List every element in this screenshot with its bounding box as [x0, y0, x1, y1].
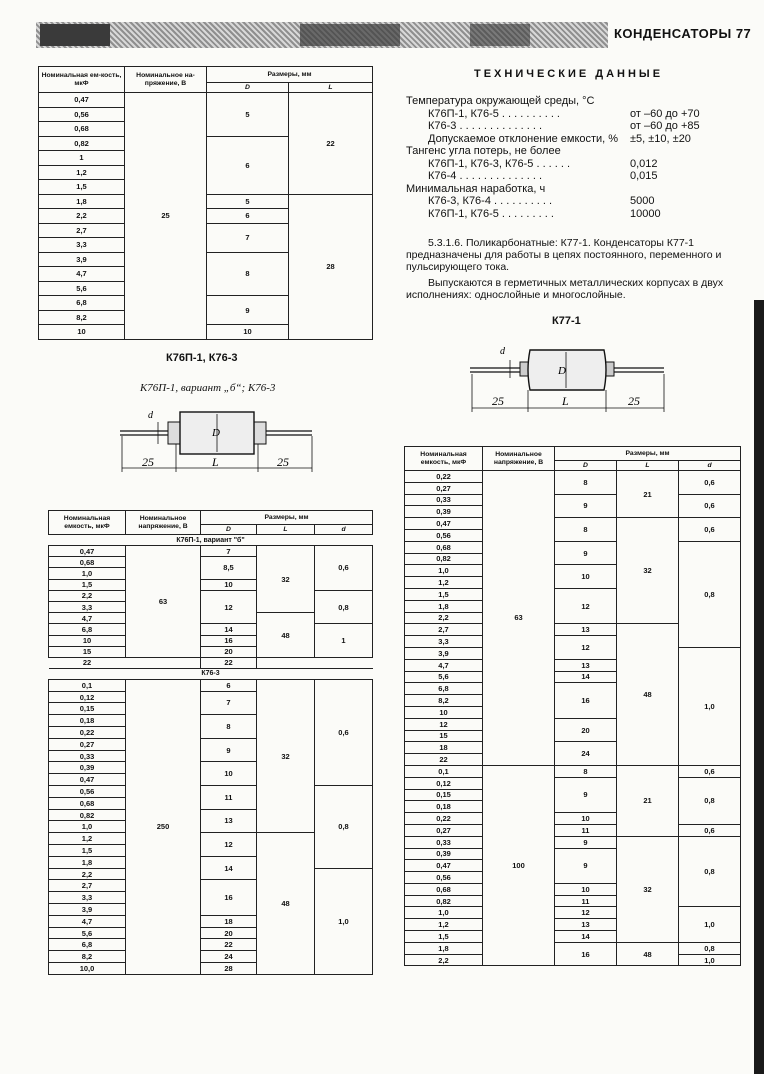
capacity-cell: 1,0	[405, 907, 483, 919]
table-k77-dimensions	[404, 446, 741, 966]
scan-edge	[754, 300, 764, 1074]
d-cell	[315, 657, 373, 668]
capacity-cell: 0,47	[49, 546, 126, 557]
capacity-cell: 2,7	[39, 223, 125, 238]
capacity-cell: 6,8	[49, 939, 126, 951]
capacity-cell: 0,22	[405, 471, 483, 483]
D-cell: 13	[555, 624, 617, 636]
spec-label: Минимальная наработка, ч	[406, 182, 546, 195]
d-cell: 0,8	[315, 786, 373, 869]
d-cell: 0,6	[679, 494, 741, 518]
table-row	[405, 765, 741, 777]
L-cell: 32	[617, 518, 679, 624]
table-row	[49, 786, 373, 798]
capacity-cell: 0,1	[405, 765, 483, 777]
spec-line	[406, 183, 746, 196]
capacity-cell: 2,7	[49, 880, 126, 892]
D-cell: 12	[555, 907, 617, 919]
L-cell: 32	[257, 679, 315, 832]
spec-value: от –60 до +70	[630, 107, 700, 120]
header-band-dark	[300, 24, 400, 46]
caption-k76: К76П-1, К76-3	[166, 352, 238, 364]
capacity-cell: 2,2	[39, 209, 125, 224]
L-cell: 32	[617, 836, 679, 942]
header-voltage: Номинальное напряжение, В	[126, 511, 201, 535]
L-cell: 48	[257, 833, 315, 975]
dimension-D: D	[212, 427, 220, 439]
paragraph-k77-housing: Выпускаются в герметичных металлических корпусах в двух исполнениях: однослойные и многослойные.	[406, 277, 724, 301]
capacity-cell: 0,82	[39, 136, 125, 151]
table-row	[49, 657, 373, 668]
capacity-cell: 4,7	[49, 613, 126, 624]
table-section-row	[49, 535, 373, 546]
D-cell: 18	[201, 915, 257, 927]
voltage-cell	[126, 657, 201, 668]
capacity-cell: 6,8	[49, 624, 126, 635]
capacity-cell: 0,22	[49, 727, 126, 739]
capacity-cell: 0,12	[49, 691, 126, 703]
table-row	[405, 836, 741, 848]
capacity-cell: 0,33	[49, 750, 126, 762]
dimension-lead-right: 25	[628, 394, 640, 408]
capacity-cell: 0,56	[49, 786, 126, 798]
spec-label: Температура окружающей среды, °С	[406, 95, 595, 107]
voltage-cell: 250	[126, 679, 201, 974]
spec-value: 0,012	[630, 157, 658, 170]
D-cell: 12	[555, 588, 617, 623]
spec-label: К76-4 . . . . . . . . . . . . . .	[428, 170, 542, 182]
section-label: К76П-1, вариант "б"	[49, 535, 373, 546]
capacity-cell: 4,7	[405, 659, 483, 671]
dimension-d: d	[148, 410, 153, 421]
table-header-row	[39, 67, 373, 83]
capacity-cell: 0,39	[49, 762, 126, 774]
d-cell: 1,0	[679, 647, 741, 765]
d-cell: 0,6	[679, 518, 741, 542]
D-cell: 10	[555, 565, 617, 589]
capacity-cell: 1,0	[49, 821, 126, 833]
D-cell: 14	[201, 856, 257, 880]
table-section-row	[49, 668, 373, 679]
capacity-cell: 4,7	[39, 267, 125, 282]
capacity-cell: 4,7	[49, 915, 126, 927]
D-cell: 9	[555, 848, 617, 883]
capacity-cell: 8,2	[49, 951, 126, 963]
D-cell: 10	[555, 813, 617, 825]
capacity-cell: 22	[405, 754, 483, 766]
capacity-cell: 0,56	[405, 529, 483, 541]
header-band-dark	[40, 24, 110, 46]
capacity-cell: 0,47	[405, 518, 483, 530]
L-cell: 21	[617, 471, 679, 518]
capacity-cell: 12	[405, 718, 483, 730]
capacity-cell: 0,47	[39, 93, 125, 108]
capacity-cell: 2,7	[405, 624, 483, 636]
d-cell: 0,8	[679, 541, 741, 647]
header-dimensions: Размеры, мм	[207, 67, 373, 83]
table-row	[405, 824, 741, 836]
capacity-cell: 0,39	[405, 848, 483, 860]
capacity-cell: 0,15	[405, 789, 483, 801]
D-cell: 9	[555, 494, 617, 518]
paragraph-k77-intro: 5.3.1.6. Поликарбонатные: К77-1. Конденсаторы К77-1 предназначены для работы в цепях постоянного, переменного и пульсирующего тока.	[406, 237, 722, 273]
D-cell: 12	[555, 636, 617, 660]
table-row	[405, 541, 741, 553]
table-row	[405, 777, 741, 789]
spec-label: К76П-1, К76-3, К76-5 . . . . . .	[428, 157, 571, 170]
capacity-cell: 3,3	[49, 601, 126, 612]
header-dimensions: Размеры, мм	[201, 511, 373, 525]
capacity-cell: 0,39	[405, 506, 483, 518]
d-cell: 0,8	[679, 942, 741, 954]
D-cell: 13	[555, 919, 617, 931]
capacity-cell: 10	[49, 635, 126, 646]
D-cell: 12	[201, 590, 257, 624]
dimension-d: d	[500, 346, 505, 357]
spec-line	[406, 145, 746, 158]
spec-line	[406, 133, 746, 146]
capacity-cell: 3,3	[49, 892, 126, 904]
spec-label: Допускаемое отклонение емкости, %	[428, 132, 619, 145]
header-L: L	[617, 461, 679, 471]
D-cell: 9	[555, 836, 617, 848]
D-cell: 14	[555, 671, 617, 683]
spec-label: К76-3 . . . . . . . . . . . . . .	[428, 120, 542, 132]
capacity-cell: 1,5	[39, 180, 125, 195]
spec-value: 5000	[630, 195, 655, 207]
D-cell: 6	[207, 136, 289, 194]
voltage-cell: 63	[483, 471, 555, 766]
D-cell: 16	[201, 880, 257, 915]
caption-k77: К77-1	[552, 315, 581, 327]
L-cell: 32	[257, 546, 315, 613]
D-cell: 13	[201, 809, 257, 833]
capacity-cell: 8,2	[405, 695, 483, 707]
D-cell: 16	[555, 683, 617, 718]
capacity-cell: 0,22	[405, 813, 483, 825]
D-cell: 6	[201, 679, 257, 691]
L-cell: 48	[617, 624, 679, 766]
spec-value: ±5, ±10, ±20	[630, 132, 691, 145]
header-band-dark	[470, 24, 530, 46]
capacity-cell: 0,15	[49, 703, 126, 715]
D-cell: 6	[207, 209, 289, 224]
voltage-cell: 63	[126, 546, 201, 658]
capacity-cell: 1	[39, 151, 125, 166]
voltage-cell: 25	[125, 93, 207, 340]
dimension-lead-right: 25	[277, 455, 289, 469]
capacity-cell: 0,33	[405, 494, 483, 506]
capacity-cell: 2,2	[405, 954, 483, 966]
capacity-cell: 2,2	[405, 612, 483, 624]
capacity-cell: 0,68	[39, 122, 125, 137]
header-dimensions: Размеры, мм	[555, 447, 741, 461]
voltage-cell: 100	[483, 765, 555, 966]
capacity-cell: 6,8	[39, 296, 125, 311]
spec-label: К76-3, К76-4 . . . . . . . . . .	[428, 195, 553, 207]
d-cell: 0,8	[679, 777, 741, 824]
D-cell: 22	[201, 939, 257, 951]
capacity-cell: 1,5	[405, 588, 483, 600]
header-voltage: Номинальное напряжение, В	[483, 447, 555, 471]
dimension-lead-left: 25	[492, 394, 504, 408]
D-cell: 16	[201, 635, 257, 646]
d-cell: 0,6	[315, 679, 373, 785]
D-cell: 10	[555, 883, 617, 895]
D-cell: 20	[201, 927, 257, 939]
capacity-cell: 1,5	[49, 579, 126, 590]
header-d: d	[315, 525, 373, 535]
specs-title: ТЕХНИЧЕСКИЕ ДАННЫЕ	[474, 68, 664, 80]
D-cell: 9	[201, 738, 257, 762]
capacity-cell: 18	[405, 742, 483, 754]
D-cell: 24	[555, 742, 617, 766]
capacity-cell: 0,56	[405, 872, 483, 884]
capacity-cell: 8,2	[39, 310, 125, 325]
table-row	[405, 942, 741, 954]
D-cell: 8	[207, 252, 289, 296]
spec-label: К76П-1, К76-5 . . . . . . . . . .	[428, 107, 560, 120]
D-cell: 8	[201, 715, 257, 739]
capacity-cell: 3,9	[49, 904, 126, 916]
capacity-cell: 15	[405, 730, 483, 742]
D-cell: 10	[201, 762, 257, 786]
capacity-cell: 3,3	[39, 238, 125, 253]
capacity-cell: 3,9	[405, 647, 483, 659]
D-cell: 22	[201, 657, 257, 668]
L-cell	[257, 657, 315, 668]
spec-line	[406, 170, 746, 183]
d-cell: 0,8	[315, 590, 373, 624]
capacity-cell: 1,0	[405, 565, 483, 577]
d-cell: 0,6	[679, 471, 741, 495]
capacity-cell: 1,2	[405, 919, 483, 931]
spec-value: от –60 до +85	[630, 120, 700, 132]
L-cell: 48	[257, 613, 315, 658]
table-row	[405, 494, 741, 506]
capacity-cell: 0,56	[39, 107, 125, 122]
capacity-cell: 0,82	[49, 809, 126, 821]
capacity-cell: 1,2	[49, 833, 126, 845]
capacity-cell: 10,0	[49, 963, 126, 975]
capacity-cell: 0,27	[405, 824, 483, 836]
header-voltage: Номинальное на-пряжение, В	[125, 67, 207, 93]
d-cell: 0,6	[679, 765, 741, 777]
D-cell: 10	[201, 579, 257, 590]
D-cell: 20	[201, 646, 257, 657]
capacity-cell: 1,0	[49, 568, 126, 579]
capacity-cell: 2,2	[49, 590, 126, 601]
D-cell: 13	[555, 659, 617, 671]
table-row	[49, 679, 373, 691]
capacity-cell: 0,68	[49, 797, 126, 809]
page-header	[614, 26, 751, 41]
D-cell: 11	[555, 824, 617, 836]
spec-value: 0,015	[630, 170, 658, 182]
specs-block	[406, 95, 746, 220]
L-cell: 22	[289, 93, 373, 195]
spec-value: 10000	[630, 207, 661, 220]
D-cell: 16	[555, 942, 617, 966]
capacity-cell: 0,27	[405, 482, 483, 494]
capacitor-drawing-k76	[112, 400, 322, 480]
spec-label: Тангенс угла потерь, не более	[406, 145, 561, 157]
d-cell: 1,0	[315, 868, 373, 974]
capacity-cell: 0,12	[405, 777, 483, 789]
header-capacity: Номинальная ем-кость, мкФ	[39, 67, 125, 93]
dimension-L: L	[212, 455, 219, 469]
header-capacity: Номинальная емкость, мкФ	[405, 447, 483, 471]
capacity-cell: 1,5	[49, 845, 126, 857]
D-cell: 7	[201, 691, 257, 715]
D-cell: 8	[555, 471, 617, 495]
D-cell: 5	[207, 93, 289, 137]
table-header-row	[49, 511, 373, 525]
capacity-cell: 1,2	[39, 165, 125, 180]
table-row	[405, 518, 741, 530]
capacity-cell: 10	[39, 325, 125, 340]
table-row	[49, 624, 373, 635]
table-row	[405, 471, 741, 483]
spec-line	[406, 108, 746, 121]
D-cell: 28	[201, 963, 257, 975]
capacity-cell: 6,8	[405, 683, 483, 695]
L-cell: 21	[617, 765, 679, 836]
D-cell: 8	[555, 518, 617, 542]
capacity-cell: 5,6	[49, 927, 126, 939]
capacity-cell: 1,5	[405, 931, 483, 943]
capacity-cell: 5,6	[405, 671, 483, 683]
spec-line	[406, 208, 746, 221]
capacity-cell: 1,8	[49, 856, 126, 868]
D-cell: 24	[201, 951, 257, 963]
dimension-lead-left: 25	[142, 455, 154, 469]
D-cell: 10	[207, 325, 289, 340]
d-cell: 1,0	[679, 954, 741, 966]
D-cell: 7	[207, 223, 289, 252]
D-cell: 9	[207, 296, 289, 325]
capacity-cell: 0,1	[49, 679, 126, 691]
table-header-row	[405, 447, 741, 461]
capacity-cell: 22	[82, 658, 92, 668]
spec-label: К76П-1, К76-5 . . . . . . . . .	[428, 207, 554, 220]
D-cell: 9	[555, 777, 617, 812]
L-cell: 48	[617, 942, 679, 966]
header-capacity: Номинальная емкость, мкФ	[49, 511, 126, 535]
capacity-cell: 0,82	[405, 553, 483, 565]
D-cell: 8,5	[201, 557, 257, 579]
capacity-cell: 1,8	[405, 600, 483, 612]
header-L: L	[289, 83, 373, 93]
capacity-cell: 0,47	[405, 860, 483, 872]
capacity-cell: 1,8	[405, 942, 483, 954]
caption-k76-variant: К76П-1, вариант „б“; К76-3	[140, 382, 276, 394]
capacity-cell: 10	[405, 706, 483, 718]
D-cell: 11	[201, 786, 257, 810]
spec-line	[406, 158, 746, 171]
header-L: L	[257, 525, 315, 535]
capacity-cell: 0,18	[405, 801, 483, 813]
table-row	[49, 546, 373, 557]
capacity-cell: 1,2	[405, 577, 483, 589]
capacity-cell: 0,47	[49, 774, 126, 786]
dimension-L: L	[562, 394, 569, 408]
D-cell: 12	[201, 833, 257, 857]
header-d: d	[679, 461, 741, 471]
capacity-cell: 0,68	[405, 541, 483, 553]
d-cell: 0,6	[315, 546, 373, 591]
capacity-cell: 3,3	[405, 636, 483, 648]
capacitor-drawing-k77	[462, 336, 672, 420]
spec-line	[406, 195, 746, 208]
table-k76-dimensions	[38, 66, 373, 340]
d-cell: 1	[315, 624, 373, 658]
capacity-cell: 1,8	[39, 194, 125, 209]
capacity-cell: 0,68	[405, 883, 483, 895]
D-cell: 8	[555, 765, 617, 777]
capacity-cell: 0,18	[49, 715, 126, 727]
D-cell: 9	[555, 541, 617, 565]
table-row	[405, 907, 741, 919]
D-cell: 7	[201, 546, 257, 557]
capacity-cell: 0,33	[405, 836, 483, 848]
capacity-cell: 0,27	[49, 738, 126, 750]
d-cell: 1,0	[679, 907, 741, 942]
header-D: D	[555, 461, 617, 471]
d-cell: 0,8	[679, 836, 741, 907]
D-cell: 5	[207, 194, 289, 209]
section-label: К76-3	[49, 668, 373, 679]
capacity-cell: 2,2	[49, 868, 126, 880]
d-cell: 0,6	[679, 824, 741, 836]
header-D: D	[207, 83, 289, 93]
spec-line	[406, 95, 746, 108]
table-row	[39, 93, 373, 108]
D-cell: 14	[201, 624, 257, 635]
D-cell: 20	[555, 718, 617, 742]
D-cell: 14	[555, 931, 617, 943]
spec-line	[406, 120, 746, 133]
D-cell: 11	[555, 895, 617, 907]
header-D: D	[201, 525, 257, 535]
table-k76-variants	[48, 510, 373, 975]
page-number: 77	[735, 26, 752, 41]
capacity-cell: 0,82	[405, 895, 483, 907]
capacity-cell: 5,6	[39, 281, 125, 296]
capacity-cell: 3,9	[39, 252, 125, 267]
header-title: КОНДЕНСАТОРЫ	[614, 26, 732, 41]
L-cell: 28	[289, 194, 373, 339]
capacity-cell: 0,68	[49, 557, 126, 568]
dimension-D: D	[558, 365, 566, 377]
capacity-cell: 15	[49, 646, 126, 657]
table-row	[49, 590, 373, 601]
